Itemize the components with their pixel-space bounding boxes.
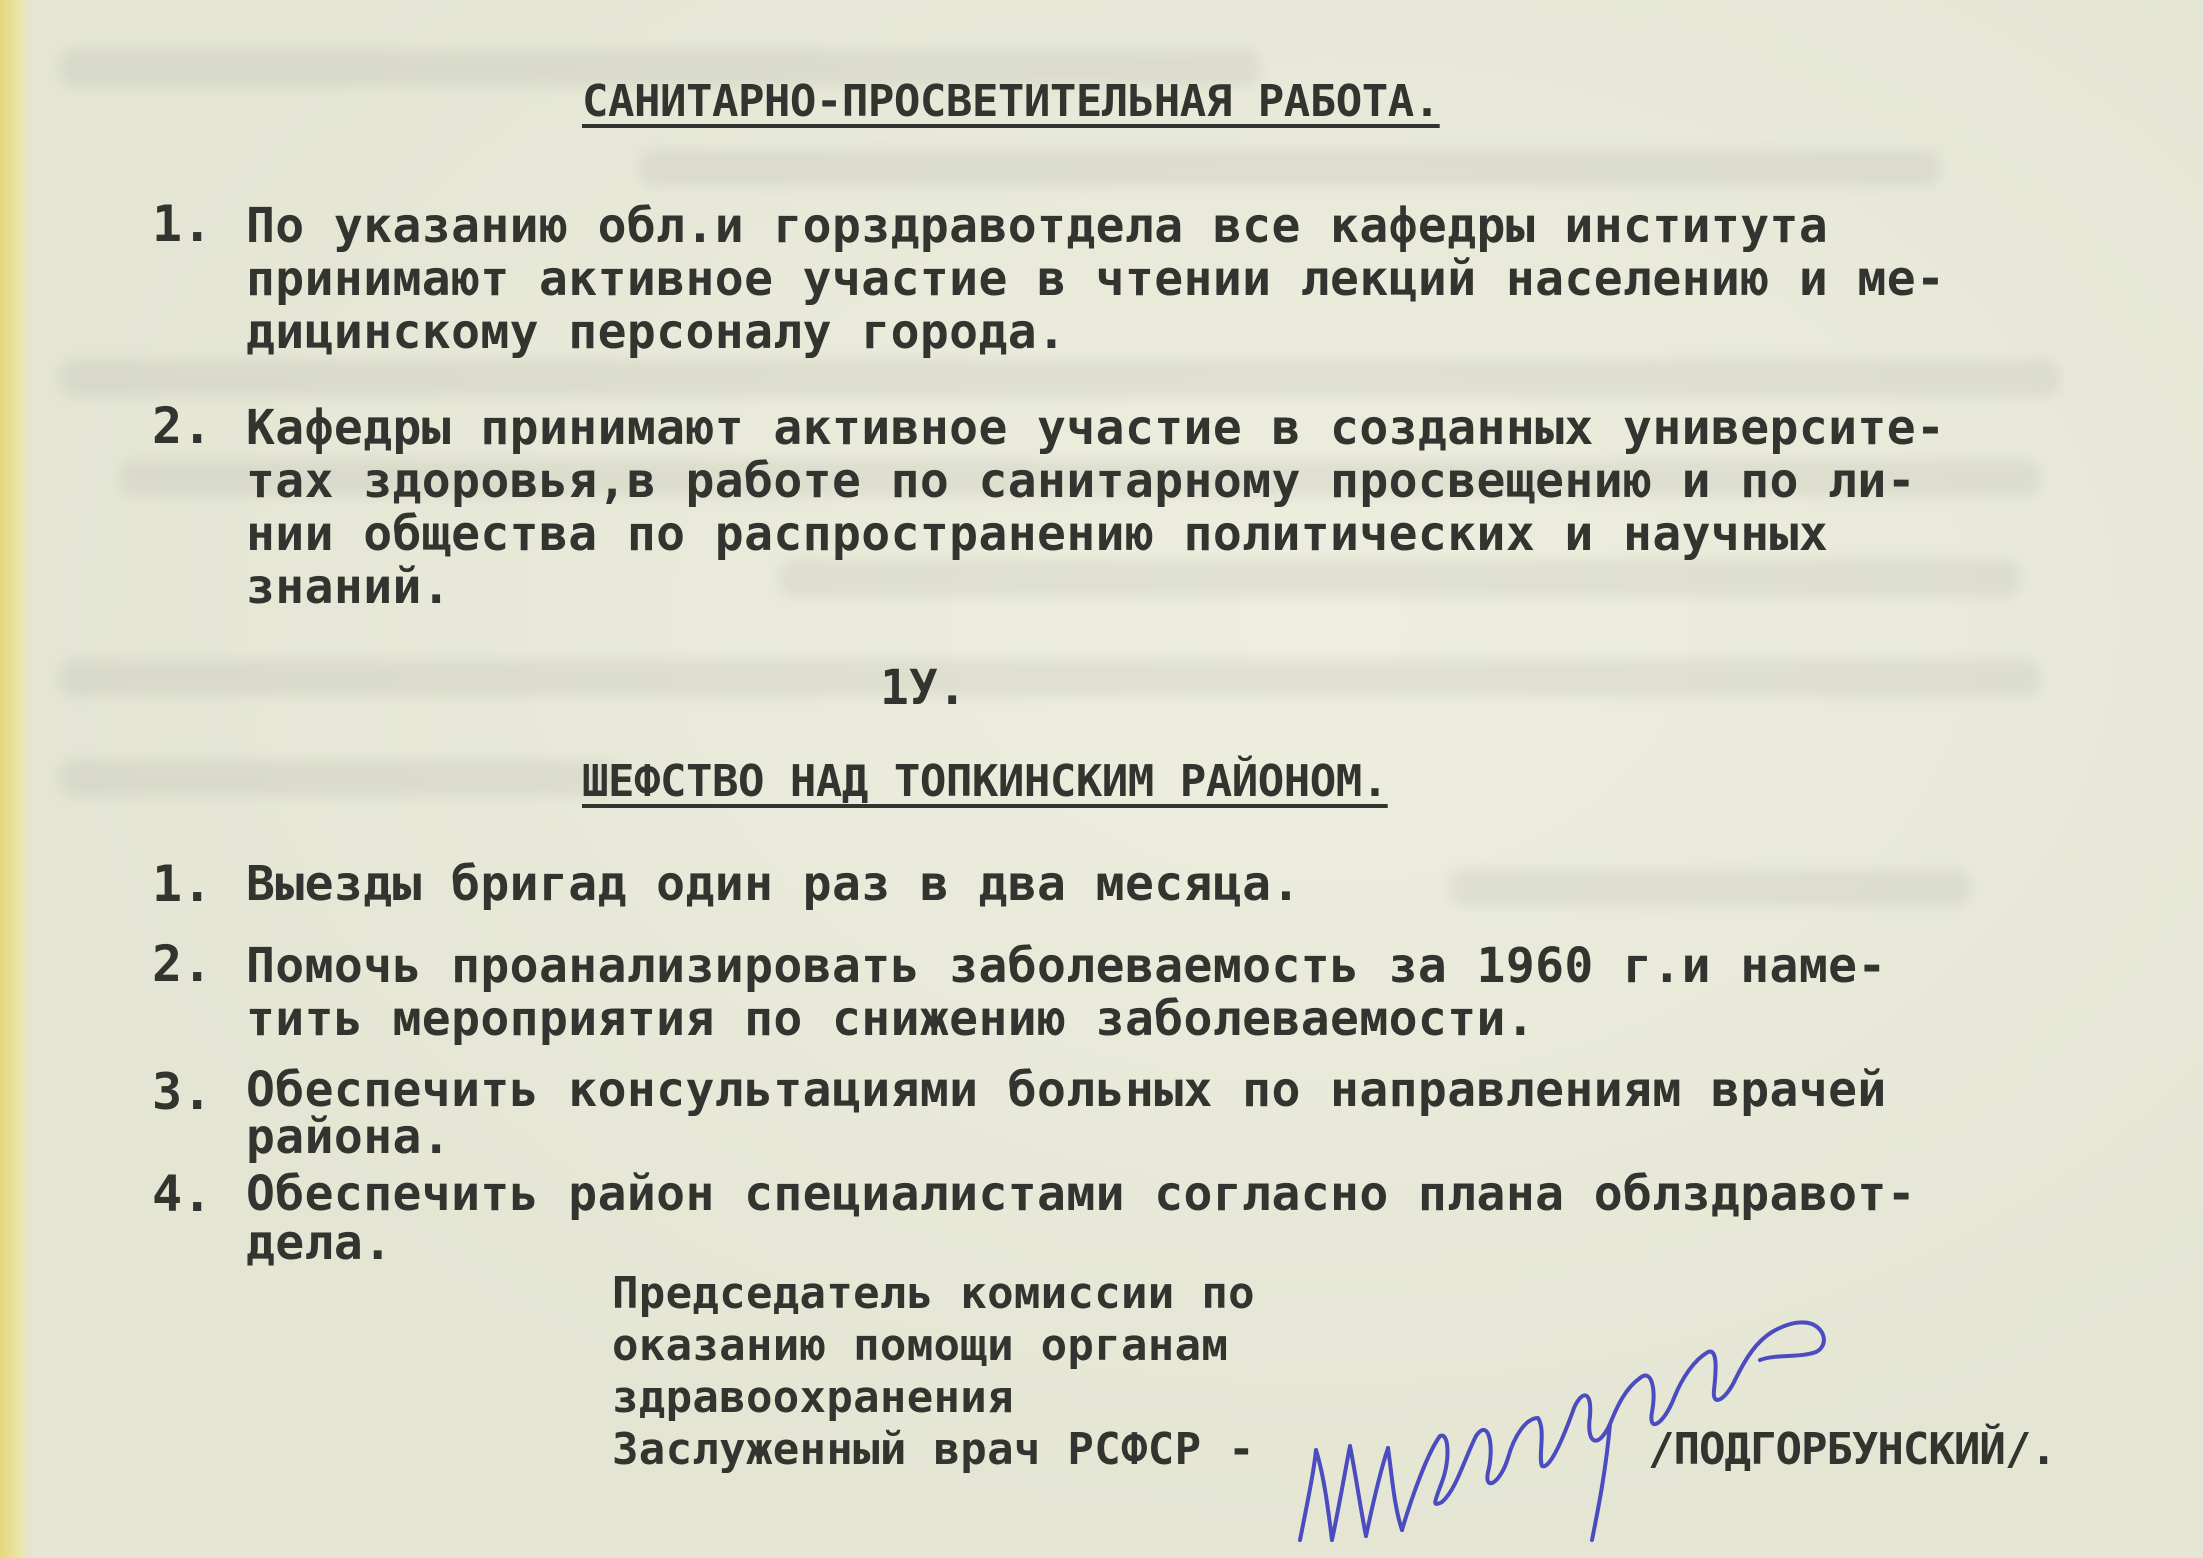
bleed-through-line <box>640 150 1940 186</box>
list-item-line: Кафедры принимают активное участие в созданных университе- <box>246 400 1946 456</box>
signatory-title-line: Заслуженный врач РСФСР - <box>612 1424 1255 1475</box>
list-item-line: дицинскому персоналу города. <box>246 304 1067 360</box>
list-item-line: тах здоровья,в работе по санитарному просвещению и по ли- <box>246 453 1917 509</box>
list-item-line: По указанию обл.и горздравотдела все кафедры института <box>246 198 1829 254</box>
list-item <box>246 1062 1887 1165</box>
list-item-number: 4. <box>152 1165 213 1223</box>
list-item-line: Обеспечить консультациями больных по направлениям врачей <box>246 1062 1887 1118</box>
section-number: 1У. <box>880 660 967 716</box>
list-item-line: Помочь проанализировать заболеваемость за 1960 г.и наме- <box>246 938 1887 994</box>
signatory-title-line: здравоохранения <box>612 1372 1014 1423</box>
section-heading-sanitary-education: САНИТАРНО-ПРОСВЕТИТЕЛЬНАЯ РАБОТА. <box>582 76 1440 127</box>
list-item <box>246 402 1945 614</box>
list-item-line: знаний. <box>246 559 452 615</box>
list-item-line: дела. <box>246 1215 393 1271</box>
bleed-through-line <box>1450 870 1970 906</box>
list-item-line: тить мероприятия по снижению заболеваемости. <box>246 991 1536 1047</box>
list-item-line: Выезды бригад один раз в два месяца. <box>246 856 1301 912</box>
signature-block <box>612 1268 1255 1476</box>
handwritten-signature <box>1280 1240 1860 1558</box>
list-item-number: 2. <box>152 397 213 455</box>
bleed-through-line <box>60 660 2040 696</box>
list-item-line: принимают активное участие в чтении лекций населению и ме- <box>246 251 1946 307</box>
bleed-through-line <box>60 760 620 796</box>
signatory-title-line: оказанию помощи органам <box>612 1320 1229 1371</box>
paper-margin-strip <box>0 0 30 1558</box>
signatory-title-line: Председатель комиссии по <box>612 1268 1255 1319</box>
list-item <box>246 200 1945 359</box>
list-item-number: 1. <box>152 855 213 913</box>
list-item-number: 2. <box>152 935 213 993</box>
section-heading-patronage: ШЕФСТВО НАД ТОПКИНСКИМ РАЙОНОМ. <box>582 756 1388 807</box>
list-item-line: нии общества по распространению политических и научных <box>246 506 1829 562</box>
list-item-number: 3. <box>152 1063 213 1121</box>
list-item-number: 1. <box>152 195 213 253</box>
bleed-through-line <box>60 360 2060 396</box>
signatory-surname: /ПОДГОРБУНСКИЙ/. <box>1648 1424 2056 1475</box>
list-item <box>246 858 1301 911</box>
list-item <box>246 940 1887 1046</box>
list-item-line: Обеспечить район специалистами согласно плана облздравот- <box>246 1166 1917 1222</box>
list-item-line: района. <box>246 1109 452 1165</box>
